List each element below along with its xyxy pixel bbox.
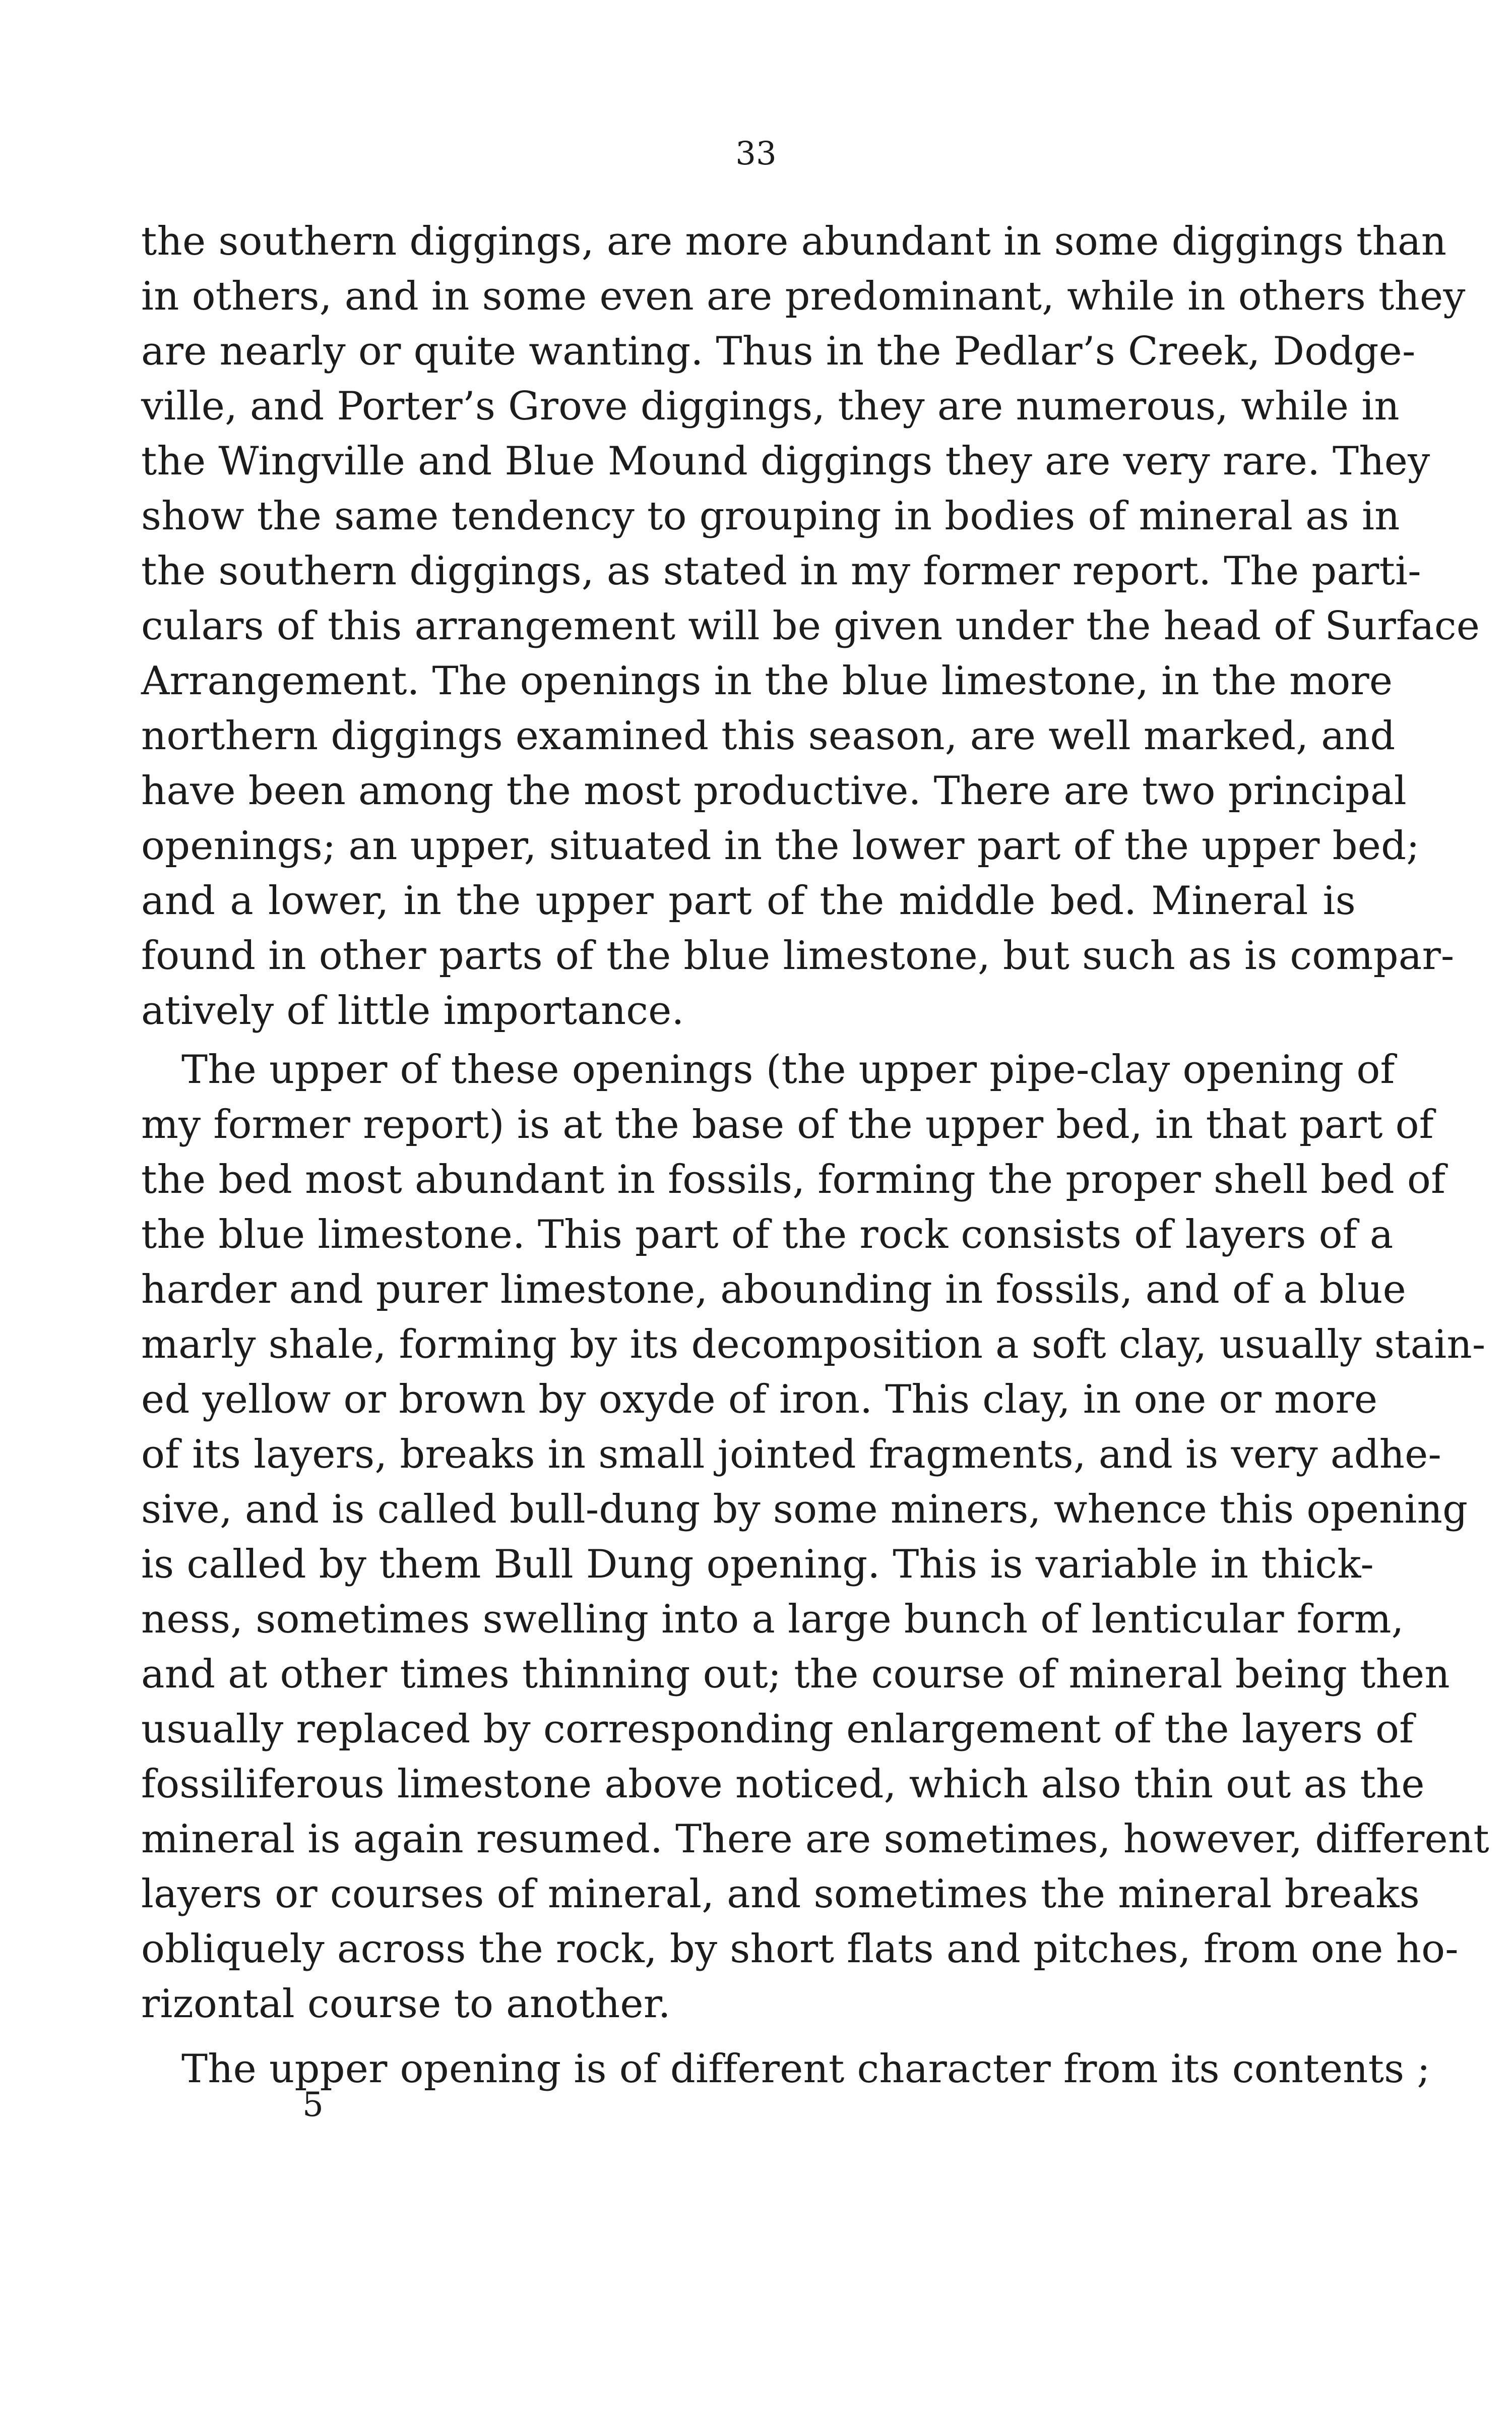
text-line: ness, sometimes swelling into a large bunch of lenticular form, xyxy=(141,1597,1404,1642)
text-line: the blue limestone. This part of the rock consists of layers of a xyxy=(141,1212,1394,1257)
text-line: the southern diggings, as stated in my former report. The parti- xyxy=(141,549,1421,594)
signature-mark: 5 xyxy=(302,2085,324,2124)
text-line: found in other parts of the blue limestone, but such as is compar- xyxy=(141,933,1455,979)
text-line: sive, and is called bull-dung by some miners, whence this opening xyxy=(141,1487,1468,1532)
text-line: are nearly or quite wanting. Thus in the Pedlar’s Creek, Dodge- xyxy=(141,329,1416,374)
text-line: layers or courses of mineral, and sometimes the mineral breaks xyxy=(141,1871,1420,1917)
text-line: The upper of these openings (the upper pipe-clay opening of xyxy=(181,1047,1395,1093)
text-line: openings; an upper, situated in the lower part of the upper bed; xyxy=(141,823,1420,869)
text-line: of its layers, breaks in small jointed fragments, and is very adhe- xyxy=(141,1432,1442,1477)
text-line: my former report) is at the base of the upper bed, in that part of xyxy=(141,1102,1434,1147)
text-line: the bed most abundant in fossils, forming the proper shell bed of xyxy=(141,1157,1446,1202)
text-line: marly shale, forming by its decomposition a soft clay, usually stain- xyxy=(141,1322,1486,1367)
page-number: 33 xyxy=(735,135,777,172)
text-line: The upper opening is of different character from its contents ; xyxy=(181,2046,1430,2092)
text-line: obliquely across the rock, by short flats and pitches, from one ho- xyxy=(141,1926,1459,1972)
body-text xyxy=(141,214,1489,2097)
text-line: ville, and Porter’s Grove diggings, they are numerous, while in xyxy=(141,384,1400,429)
paragraph-2 xyxy=(141,1043,1489,2032)
text-line: rizontal course to another. xyxy=(141,1981,671,2027)
text-line: Arrangement. The openings in the blue limestone, in the more xyxy=(141,658,1393,704)
text-line: and at other times thinning out; the course of mineral being then xyxy=(141,1652,1450,1697)
paragraph-1 xyxy=(141,214,1480,1039)
text-line: harder and purer limestone, abounding in fossils, and of a blue xyxy=(141,1267,1407,1312)
text-line: show the same tendency to grouping in bodies of mineral as in xyxy=(141,494,1400,539)
text-line: is called by them Bull Dung opening. This is variable in thick- xyxy=(141,1542,1374,1587)
text-line: mineral is again resumed. There are sometimes, however, different xyxy=(141,1817,1489,1862)
text-line: atively of little importance. xyxy=(141,988,684,1034)
text-line: fossiliferous limestone above noticed, which also thin out as the xyxy=(141,1762,1425,1807)
text-line: usually replaced by corresponding enlargement of the layers of xyxy=(141,1707,1414,1752)
text-line: the southern diggings, are more abundant in some diggings than xyxy=(141,219,1447,264)
text-line: and a lower, in the upper part of the middle bed. Mineral is xyxy=(141,878,1356,924)
text-line: ed yellow or brown by oxyde of iron. This clay, in one or more xyxy=(141,1377,1378,1422)
text-line: the Wingville and Blue Mound diggings they are very rare. They xyxy=(141,439,1430,484)
text-line: northern diggings examined this season, are well marked, and xyxy=(141,713,1396,759)
text-line: culars of this arrangement will be given under the head of Surface xyxy=(141,603,1480,649)
text-line: have been among the most productive. There are two principal xyxy=(141,768,1407,814)
text-line: in others, and in some even are predominant, while in others they xyxy=(141,274,1466,319)
